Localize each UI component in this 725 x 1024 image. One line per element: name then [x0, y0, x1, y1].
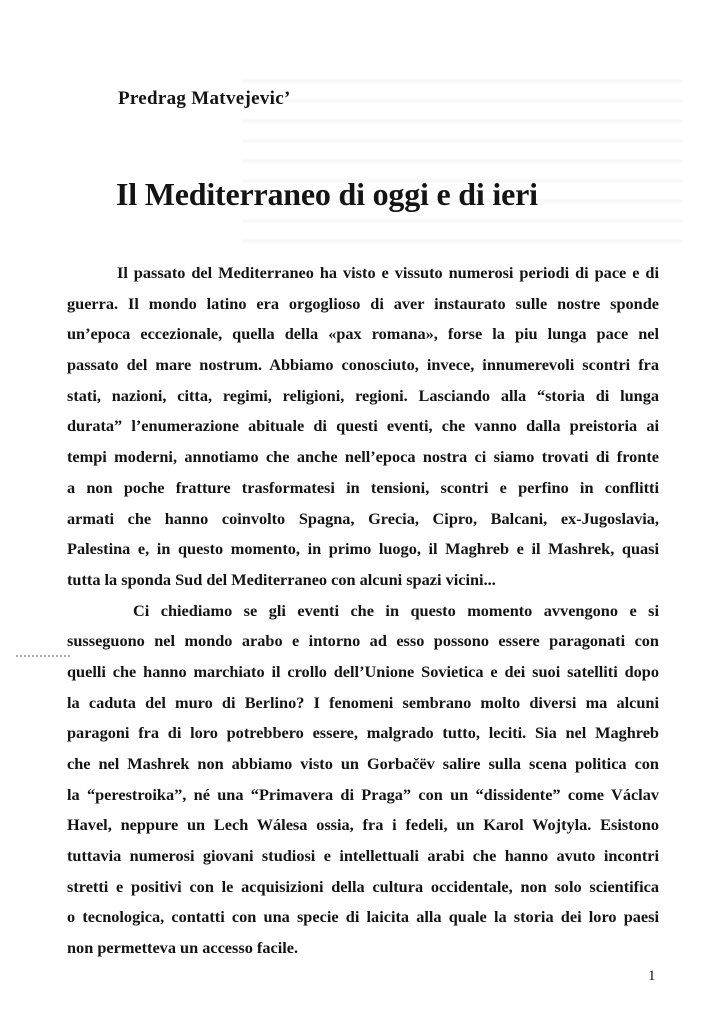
paragraph-2-line-12: non permetteva un accesso facile.: [67, 938, 299, 958]
show-through-bleed: [242, 80, 682, 260]
paragraph-1-line-3: un’epoca eccezionale, quella della «pax romana», forse la piu lunga pace nel: [67, 324, 659, 344]
paragraph-2-line-2: susseguono nel mondo arabo e intorno ad esso possono essere paragonati con: [67, 631, 659, 651]
paragraph-1-line-5: stati, nazioni, citta, regimi, religioni, regioni. Lasciando alla “storia di lunga: [67, 385, 659, 405]
margin-mark: [16, 655, 70, 659]
paragraph-1-line-1: Il passato del Mediterraneo ha visto e vissuto numerosi periodi di pace e di: [117, 263, 659, 282]
paragraph-2-line-3: quelli che hanno marchiato il crollo dell’Unione Sovietica e dei suoi satelliti dopo: [67, 661, 659, 681]
paragraph-2-line-9: tuttavia numerosi giovani studiosi e intellettuali arabi che hanno avuto incontri: [67, 846, 659, 866]
page-number: 1: [648, 968, 656, 984]
paragraph-2-line-10: stretti e positivi con le acquisizioni della cultura occidentale, non solo scientifica: [67, 876, 659, 896]
paragraph-1-line-8: a non poche fratture trasformatesi in tensioni, scontri e perfino in conflitti: [67, 477, 659, 497]
paragraph-1-line-11: tutta la sponda Sud del Mediterraneo con alcuni spazi vicini...: [67, 569, 496, 589]
body-text: [67, 258, 659, 964]
paragraph-2-line-6: che nel Mashrek non abbiamo visto un Gorbačëv salire sulla scena politica con: [67, 754, 659, 773]
paragraph-2-line-11: o tecnologica, contatti con una specie di laicita alla quale la storia dei loro paesi: [67, 907, 659, 927]
paragraph-1-line-9: armati che hanno coinvolto Spagna, Grecia, Cipro, Balcani, ex-Jugoslavia,: [67, 508, 659, 528]
paragraph-1-line-2: guerra. Il mondo latino era orgoglioso di aver instaurato sulle nostre sponde: [67, 293, 659, 313]
paragraph-1-line-7: tempi moderni, annotiamo che anche nell’epoca nostra ci siamo trovati di fronte: [67, 447, 659, 467]
paragraph-1: [67, 258, 659, 596]
document-title: Il Mediterraneo di oggi e di ieri: [116, 176, 538, 212]
paragraph-1-line-4: passato del mare nostrum. Abbiamo conosciuto, invece, innumerevoli scontri fra: [67, 355, 659, 375]
paragraph-2-line-8: Havel, neppure un Lech Wálesa ossia, fra i fedeli, un Karol Wojtyla. Esistono: [67, 815, 659, 835]
paragraph-1-line-10: Palestina e, in questo momento, in primo luogo, il Maghreb e il Mashrek, quasi: [67, 539, 659, 559]
author-name: Predrag Matvejevic’: [118, 88, 291, 109]
paragraph-2: [67, 596, 659, 964]
paragraph-2-line-5: paragoni fra di loro potrebbero essere, malgrado tutto, leciti. Sia nel Maghreb: [67, 723, 659, 743]
paragraph-2-line-7: la “perestroika”, né una “Primavera di Praga” con un “dissidente” come Václav: [67, 784, 659, 804]
paragraph-2-line-4: la caduta del muro di Berlino? I fenomeni sembrano molto diversi ma alcuni: [67, 692, 659, 712]
paragraph-2-line-1: Ci chiediamo se gli eventi che in questo momento avvengono e si: [133, 600, 659, 620]
paragraph-1-line-6: durata” l’enumerazione abituale di questi eventi, che vanno dalla preistoria ai: [67, 416, 659, 436]
